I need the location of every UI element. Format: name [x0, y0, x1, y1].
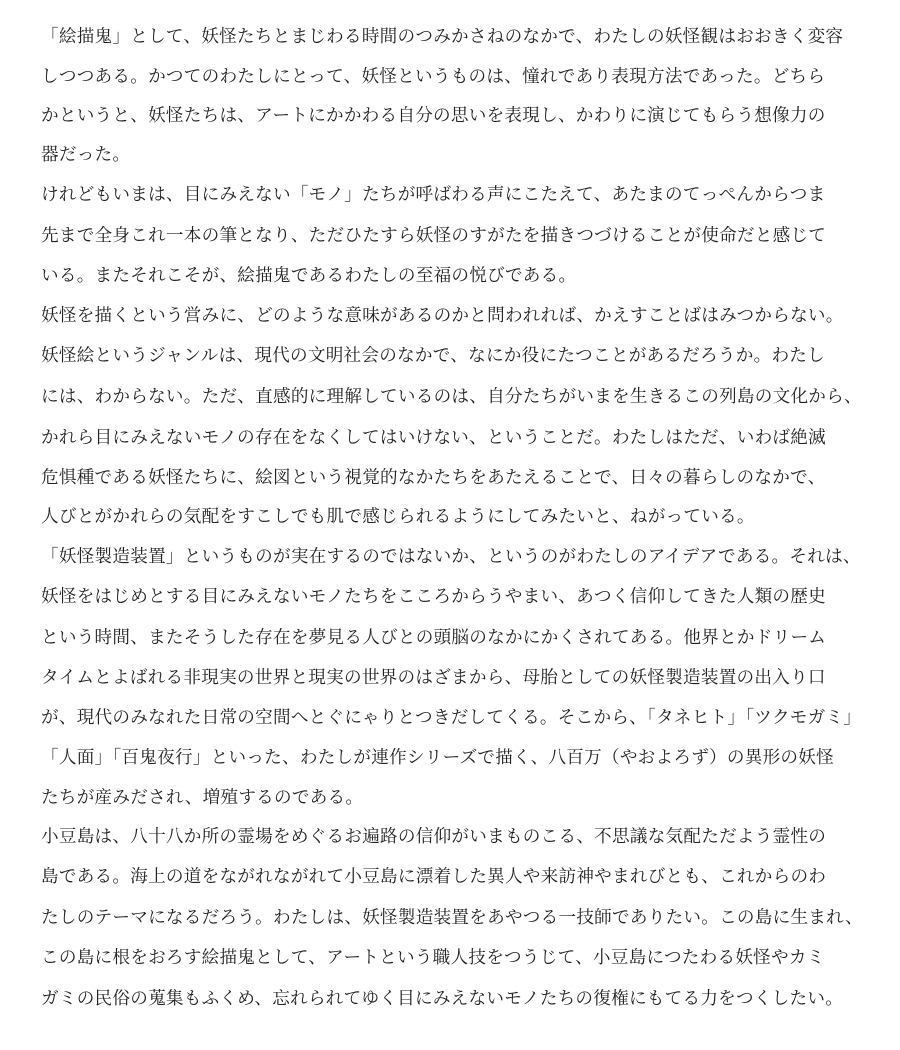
text-line: 先まで全身これ一本の筆となり、ただひたすら妖怪のすがたを描きつづけることが使命だと感じて [41, 226, 827, 246]
text-line: 器だった。 [41, 145, 131, 165]
text-line: 妖怪を描くという営みに、どのような意味があるのかと問われれば、かえすことばはみつからない。 [41, 306, 844, 326]
text-line: たしのテーマになるだろう。わたしは、妖怪製造装置をあやつる一技師でありたい。この島に生まれ、 [41, 908, 863, 928]
text-line: 「人面」「百鬼夜行」といった、わたしが連作シリーズで描く、八百万（やおよろず）の異形の妖怪 [41, 748, 834, 768]
text-line: が、現代のみなれた日常の空間へとぐにゃりとつきだしてくる。そこから、「タネヒト」「ツクモガミ」 [41, 708, 862, 728]
text-line: という時間、またそうした存在を夢見る人びとの頭脳のなかにかくされてある。他界とかドリーム [41, 628, 827, 648]
text-line: 小豆島は、八十八か所の霊場をめぐるお遍路の信仰がいまものこる、不思議な気配ただよう霊性の [41, 827, 827, 847]
text-line: 人びとがかれらの気配をすこしでも肌で感じられるようにしてみたいと、ねがっている。 [41, 507, 755, 527]
text-line: ガミの民俗の蒐集もふくめ、忘れられてゆく目にみえないモノたちの復権にもてる力をつくしたい。 [41, 989, 844, 1009]
text-line: 「絵描鬼」として、妖怪たちとまじわる時間のつみかさねのなかで、わたしの妖怪観はおおきく変容 [41, 27, 844, 47]
text-line: には、わからない。ただ、直感的に理解しているのは、自分たちがいまを生きるこの列島の文化から、 [41, 387, 862, 407]
text-line: 「妖怪製造装置」というものが実在するのではないか、というのがわたしのアイデアである。それは、 [41, 547, 861, 567]
text-line: たちが産みだされ、増殖するのである。 [41, 788, 364, 808]
text-line: けれどもいまは、目にみえない「モノ」たちが呼ばわる声にこたえて、あたまのてっぺんからつま [41, 185, 826, 205]
text-line: しつつある。かつてのわたしにとって、妖怪というものは、憧れであり表現方法であった。どちら [41, 67, 826, 87]
text-line: この島に根をおろす絵描鬼として、アートという職人技をつうじて、小豆島につたわる妖怪やカミ [41, 948, 825, 968]
text-line: 危惧種である妖怪たちに、絵図という視覚的なかたちをあたえることで、日々の暮らしのなかで、 [41, 468, 826, 488]
text-line: 妖怪をはじめとする目にみえないモノたちをこころからうやまい、あつく信仰してきた人類の歴史 [41, 587, 826, 607]
text-line: いる。またそれこそが、絵描鬼であるわたしの至福の悦びである。 [41, 266, 577, 286]
text-line: 島である。海上の道をながれながれて小豆島に漂着した異人や来訪神やまれびとも、これからのわ [41, 867, 827, 887]
text-line: かれら目にみえないモノの存在をなくしてはいけない、ということだ。わたしはただ、いわば絶滅 [41, 428, 826, 448]
text-line: かというと、妖怪たちは、アートにかかわる自分の思いを表現し、かわりに演じてもらう想像力の [41, 106, 826, 126]
text-line: 妖怪絵というジャンルは、現代の文明社会のなかで、なにか役にたつことがあるだろうか。わたし [41, 346, 825, 366]
text-line: タイムとよばれる非現実の世界と現実の世界のはざまから、母胎としての妖怪製造装置の出入り口 [41, 668, 826, 688]
